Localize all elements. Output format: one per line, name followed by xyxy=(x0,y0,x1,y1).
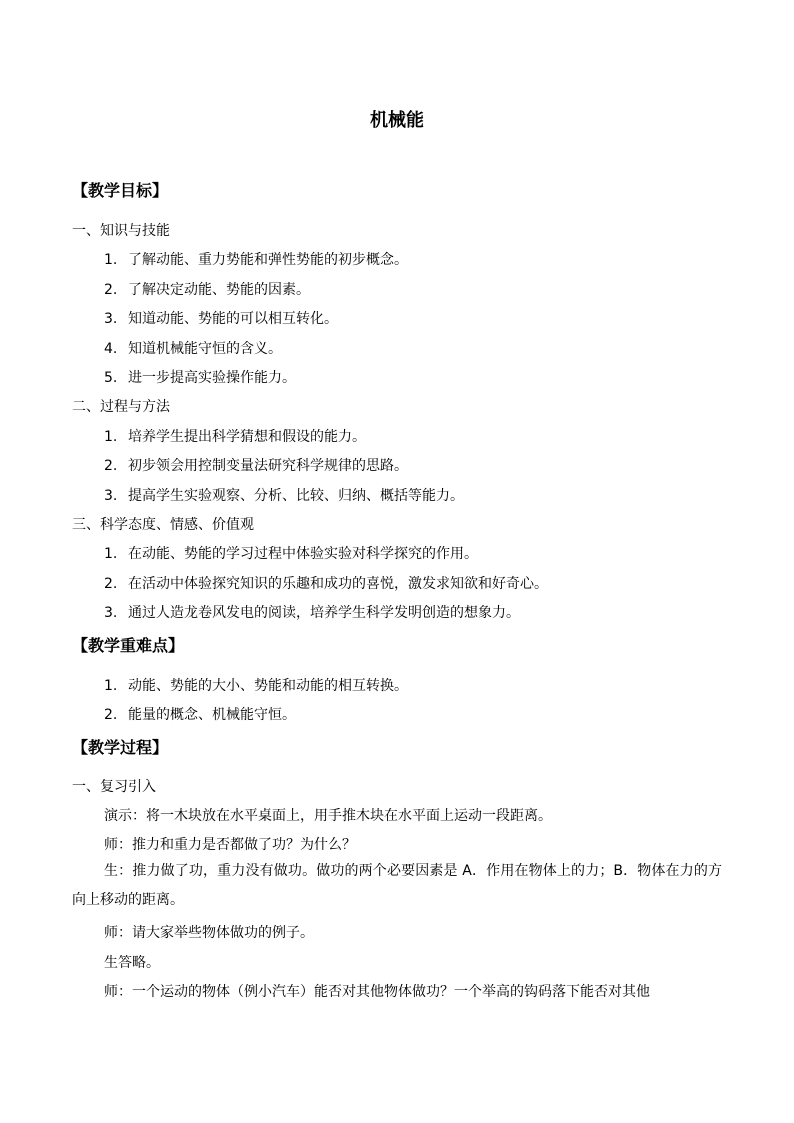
list-item: 2. 了解决定动能、势能的因素。 xyxy=(104,282,310,298)
subheading-knowledge-skills: 一、知识与技能 xyxy=(72,223,170,239)
paragraph: 生：推力做了功，重力没有做功。做功的两个必要因素是 A．作用在物体上的力；B．物体在力的方向上移动的距离。 xyxy=(72,863,722,908)
list-item: 1. 在动能、势能的学习过程中体验实验对科学探究的作用。 xyxy=(104,546,478,562)
list-item: 2. 能量的概念、机械能守恒。 xyxy=(104,707,296,723)
subheading-process-methods: 二、过程与方法 xyxy=(72,399,170,415)
list-item: 1. 动能、势能的大小、势能和动能的相互转换。 xyxy=(104,678,408,694)
list-item: 1. 了解动能、重力势能和弹性势能的初步概念。 xyxy=(104,252,408,268)
paragraph: 师：一个运动的物体（例小汽车）能否对其他物体做功？一个举高的钩码落下能否对其他 xyxy=(104,984,650,1000)
paragraph: 师：请大家举些物体做功的例子。 xyxy=(104,925,314,941)
paragraph: 生答略。 xyxy=(104,955,160,971)
section-heading-process: 【教学过程】 xyxy=(72,738,169,757)
list-item: 1. 培养学生提出科学猜想和假设的能力。 xyxy=(104,429,366,445)
list-item: 3. 提高学生实验观察、分析、比较、归纳、概括等能力。 xyxy=(104,488,464,504)
subheading-attitude-values: 三、科学态度、情感、价值观 xyxy=(72,517,254,533)
paragraph: 师：推力和重力是否都做了功？为什么？ xyxy=(104,837,356,853)
list-item: 2. 初步领会用控制变量法研究科学规律的思路。 xyxy=(104,458,408,474)
list-item: 2. 在活动中体验探究知识的乐趣和成功的喜悦，激发求知欲和好奇心。 xyxy=(104,576,548,592)
paragraph: 演示：将一木块放在水平桌面上，用手推木块在水平面上运动一段距离。 xyxy=(104,808,552,824)
document-title: 机械能 xyxy=(370,110,424,131)
list-item: 3. 通过人造龙卷风发电的阅读，培养学生科学发明创造的想象力。 xyxy=(104,605,520,621)
list-item: 3. 知道动能、势能的可以相互转化。 xyxy=(104,311,338,327)
section-heading-keypoints: 【教学重难点】 xyxy=(72,636,185,655)
list-item: 4. 知道机械能守恒的含义。 xyxy=(104,341,282,357)
section-heading-goals: 【教学目标】 xyxy=(72,181,169,200)
subheading-review-intro: 一、复习引入 xyxy=(72,779,156,795)
list-item: 5. 进一步提高实验操作能力。 xyxy=(104,370,296,386)
